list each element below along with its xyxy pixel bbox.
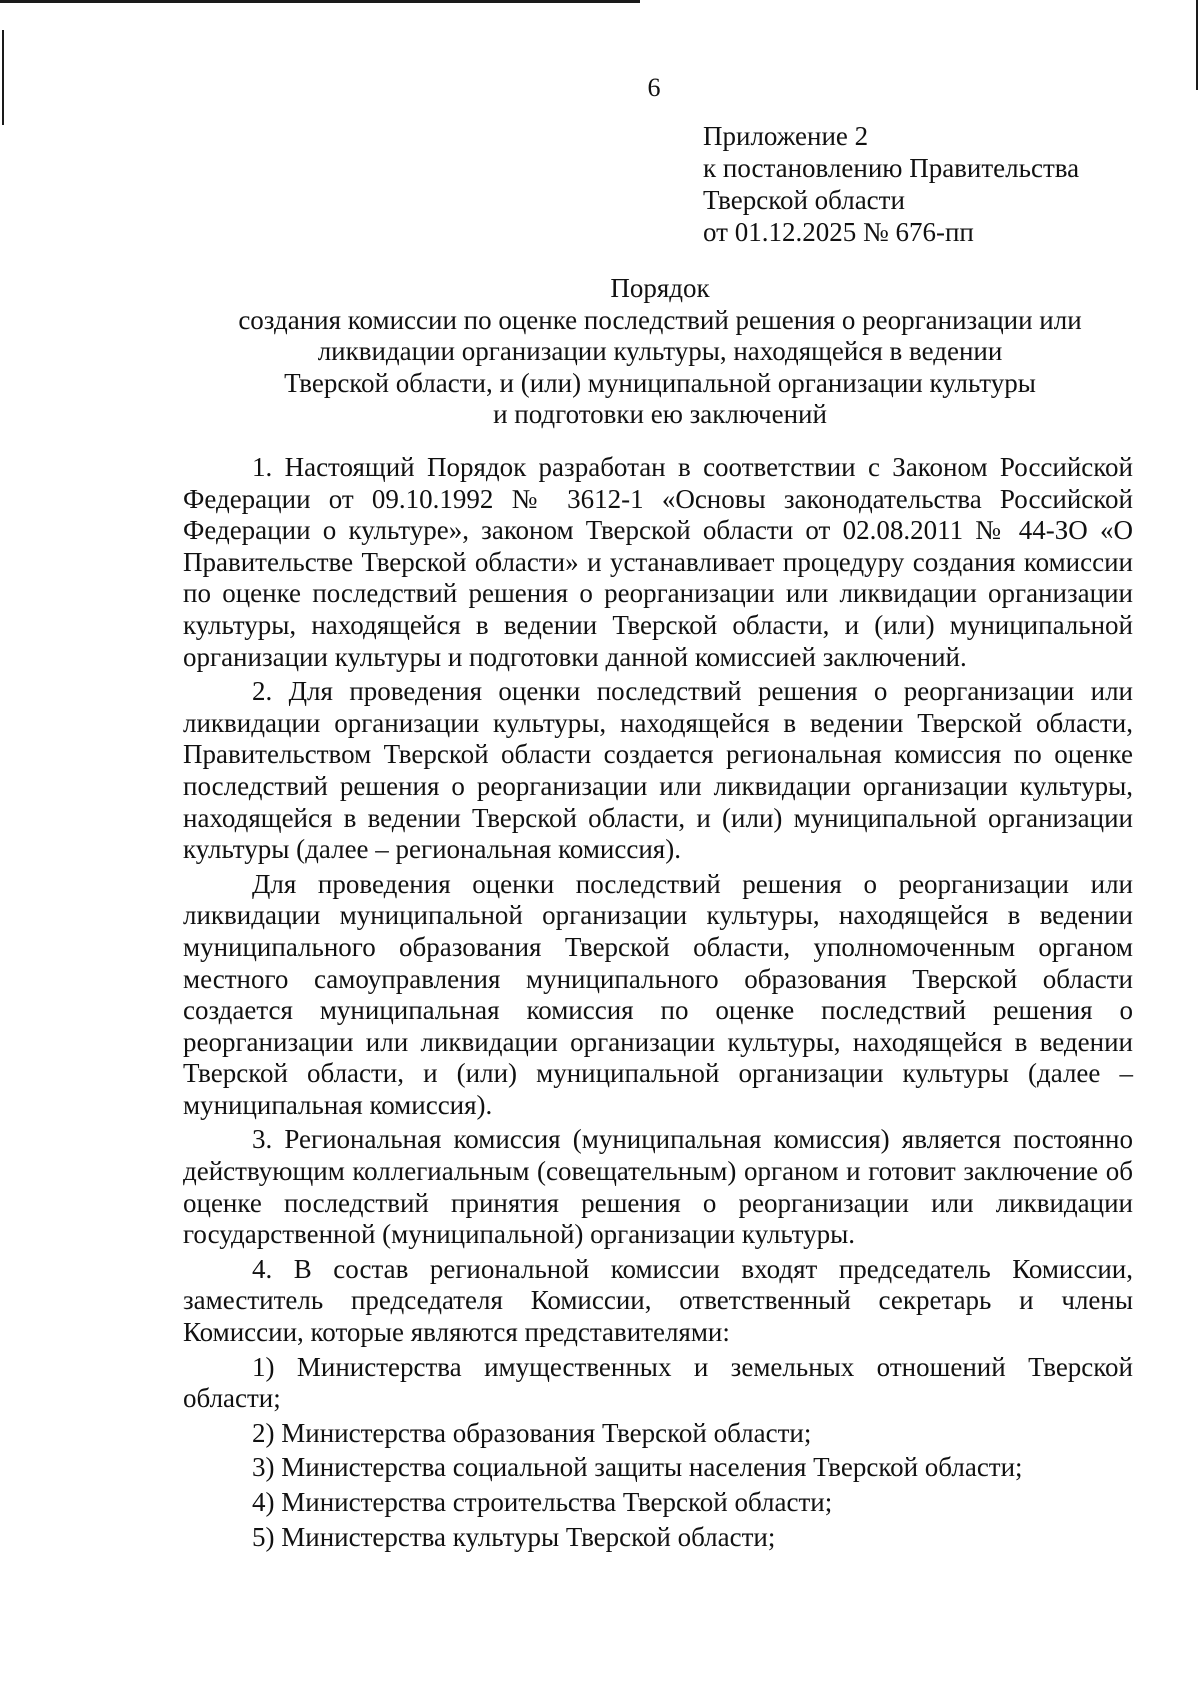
title-line: и подготовки ею заключений xyxy=(493,399,827,429)
paragraph-3: 3. Региональная комиссия (муниципальная комиссия) является постоянно действующим коллегиальным (совещательным) органом и готовит заключение об оценке последствий принятия решения о реорганизации или ликвидации государственной (муниципальной) организации культуры. xyxy=(183,1124,1133,1250)
appendix-line: от 01.12.2025 № 676-пп xyxy=(703,217,974,247)
list-item: 1) Министерства имущественных и земельных отношений Тверской области; xyxy=(183,1351,1133,1414)
appendix-line: Приложение 2 xyxy=(703,121,869,151)
appendix-header xyxy=(703,120,1079,248)
title-line: ликвидации организации культуры, находящейся в ведении xyxy=(317,336,1003,366)
document-body xyxy=(183,452,1133,1553)
paragraph-4: 4. В состав региональной комиссии входят председатель Комиссии, заместитель председателя Комиссии, ответственный секретарь и члены Комиссии, которые являются представителями: xyxy=(183,1253,1133,1348)
list-item: 3) Министерства социальной защиты населения Тверской области; xyxy=(252,1452,1023,1483)
title-line: Тверской области, и (или) муниципальной организации культуры xyxy=(284,367,1036,398)
page-number: 6 xyxy=(647,73,661,102)
paragraph-2-municipal: Для проведения оценки последствий решения о реорганизации или ликвидации муниципальной организации культуры, находящейся в ведении муниципального образования Тверской области, уполномоченным органом местного самоуправления муниципального образования Тверской области создается муниципальная комиссия по оценке последствий решения о реорганизации или ликвидации организации культуры, находящейся в ведении Тверской области, и (или) муниципальной организации культуры (далее – муниципальная комиссия). xyxy=(183,868,1133,1120)
document-title xyxy=(185,273,1135,431)
paragraph-1: 1. Настоящий Порядок разработан в соответствии с Законом Российской Федерации от 09.10.1992 № 3612-1 «Основы законодательства Российской Федерации о культуре», законом Тверской области от 02.08.2011 № 44-ЗО «О Правительстве Тверской области» и устанавливает процедуру создания комиссии по оценке последствий решения о реорганизации или ликвидации организации культуры, находящейся в ведении Тверской области, и (или) муниципальной организации культуры и подготовки данной комиссией заключений. xyxy=(183,452,1133,672)
list-item: 4) Министерства строительства Тверской области; xyxy=(252,1487,833,1517)
paragraph-2: 2. Для проведения оценки последствий решения о реорганизации или ликвидации организации культуры, находящейся в ведении Тверской области, Правительством Тверской области создается региональная комиссия по оценке последствий решения о реорганизации или ликвидации организации культуры, находящейся в ведении Тверской области, и (или) муниципальной организации культуры (далее – региональная комиссия). xyxy=(183,676,1133,865)
scan-border-top xyxy=(0,0,640,3)
appendix-line: к постановлению Правительства xyxy=(703,153,1080,183)
appendix-line: Тверской области xyxy=(703,185,905,215)
title-line: создания комиссии по оценке последствий решения о реорганизации или xyxy=(238,304,1082,335)
list-item: 5) Министерства культуры Тверской области; xyxy=(252,1521,776,1552)
title-heading: Порядок xyxy=(610,273,710,303)
list-item: 2) Министерства образования Тверской области; xyxy=(252,1417,812,1448)
